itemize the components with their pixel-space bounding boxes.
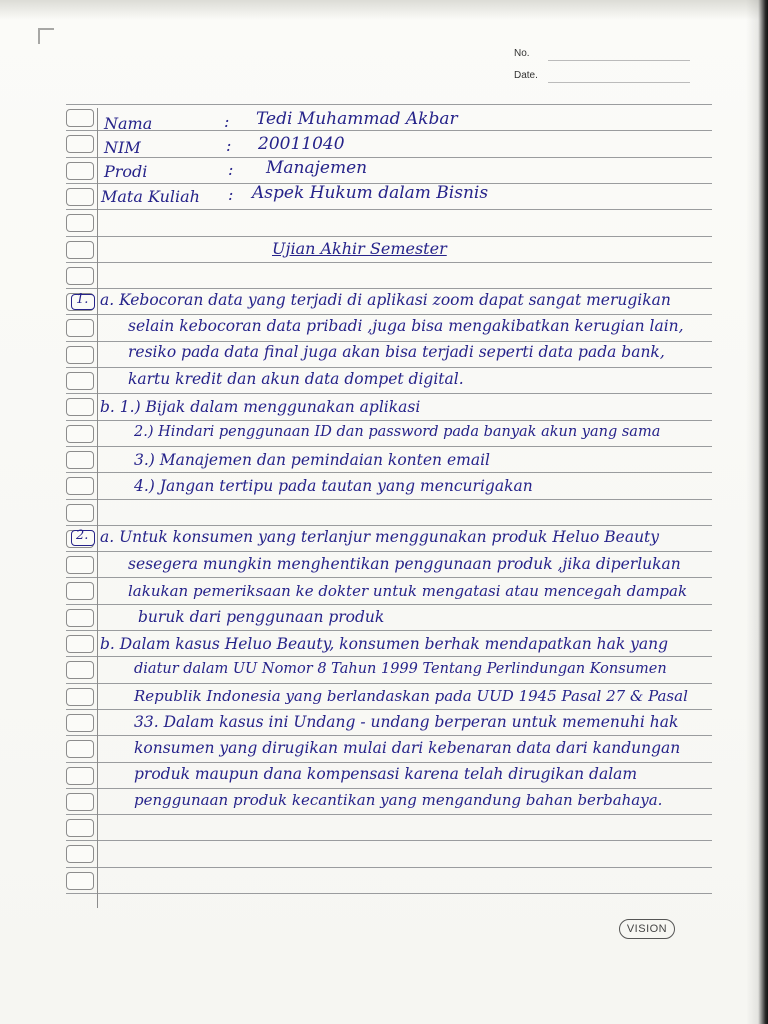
margin-checkbox [66,504,94,522]
mata-kuliah-label: Mata Kuliah [101,187,200,206]
ruled-line [66,236,712,237]
margin-checkbox [66,793,94,811]
margin-checkbox [66,372,94,390]
ruled-line [66,814,712,815]
margin-checkbox [66,872,94,890]
q2-b-line-3: Republik Indonesia yang berlandaskan pada UUD 1945 Pasal 27 & Pasal [134,687,688,705]
q1-a-line-3: resiko pada data final juga akan bisa terjadi seperti data pada bank, [128,343,665,361]
ruled-line [66,630,712,631]
ruled-line [66,341,712,342]
margin-checkbox [66,267,94,285]
q2-b-line-2: diatur dalam UU Nomor 8 Tahun 1999 Tentang Perlindungan Konsumen [134,661,667,677]
nim-value: 20011040 [258,134,345,154]
ruled-line [66,577,712,578]
nim-separator: : [226,136,232,155]
q2-b-line-6: produk maupun dana kompensasi karena telah dirugikan dalam [134,765,638,783]
nama-value: Tedi Muhammad Akbar [256,109,458,129]
ruled-line [66,157,712,158]
vision-brand-logo: VISION [619,919,675,939]
ruled-line [66,867,712,868]
no-line [548,60,690,61]
margin-checkbox [66,135,94,153]
corner-mark [38,28,54,44]
ruled-line [66,525,712,526]
margin-checkbox [66,477,94,495]
q2-a-line-2: sesegera mungkin menghentikan penggunaan produk ,jika diperlukan [128,555,681,573]
ruled-line [66,446,712,447]
q1-b-line-4: 4.) Jangan tertipu pada tautan yang mencurigakan [134,477,533,495]
margin-checkbox [66,714,94,732]
margin-checkbox [66,425,94,443]
ruled-line [66,840,712,841]
question-1-number-box [71,294,95,310]
no-label: No. [514,48,530,59]
margin-checkbox [66,188,94,206]
margin-checkbox [66,241,94,259]
q2-a-line-4: buruk dari penggunaan produk [138,608,385,626]
page-top-shade [0,0,768,20]
margin-rule [97,108,98,908]
ruled-line [66,762,712,763]
q1-a-line-2: selain kebocoran data pribadi ,juga bisa mengakibatkan kerugian lain, [128,317,684,335]
margin-checkbox [66,767,94,785]
ruled-line [66,604,712,605]
question-1-number: 1. [76,292,89,307]
ruled-line [66,472,712,473]
nama-separator: : [224,112,230,131]
ruled-line [66,209,712,210]
page-edge-shadow [746,0,768,1024]
ruled-line [66,104,712,105]
ruled-line [66,393,712,394]
margin-checkbox [66,556,94,574]
ruled-line [66,656,712,657]
ruled-line [66,499,712,500]
question-2-number-box [71,530,95,546]
q2-b-line-7: penggunaan produk kecantikan yang mengandung bahan berbahaya. [134,791,663,809]
ruled-line [66,893,712,894]
ruled-line [66,130,712,131]
ruled-line [66,551,712,552]
prodi-separator: : [228,160,234,179]
date-line [548,82,690,83]
margin-checkbox [66,346,94,364]
margin-checkbox [66,162,94,180]
margin-checkbox [66,451,94,469]
ruled-line [66,709,712,710]
date-label: Date. [514,70,538,81]
prodi-label: Prodi [104,162,148,181]
margin-checkbox [66,819,94,837]
ruled-line [66,367,712,368]
ruled-line [66,262,712,263]
margin-checkbox [66,740,94,758]
ruled-line [66,420,712,421]
margin-checkbox [66,109,94,127]
q1-a-line-4: kartu kredit dan akun data dompet digital. [128,370,464,388]
q2-b-line-4: 33. Dalam kasus ini Undang - undang berperan untuk memenuhi hak [134,713,679,731]
ruled-line [66,788,712,789]
q2-b-line-1: b. Dalam kasus Heluo Beauty, konsumen berhak mendapatkan hak yang [100,635,669,653]
margin-checkbox [66,398,94,416]
mata-kuliah-separator: : [228,185,234,204]
exam-title: Ujian Akhir Semester [272,239,447,258]
margin-checkbox [66,214,94,232]
ruled-line [66,288,712,289]
q1-b-line-1: b. 1.) Bijak dalam menggunakan aplikasi [100,398,421,416]
question-2-number: 2. [76,528,89,543]
margin-checkbox [66,609,94,627]
margin-checkbox [66,661,94,679]
margin-checkbox [66,688,94,706]
q1-a-line-1: a. Kebocoran data yang terjadi di aplikasi zoom dapat sangat merugikan [100,291,671,309]
ruled-line [66,683,712,684]
margin-checkbox [66,635,94,653]
margin-checkbox [66,582,94,600]
mata-kuliah-value: Aspek Hukum dalam Bisnis [252,183,489,203]
q2-b-line-5: konsumen yang dirugikan mulai dari kebenaran data dari kandungan [134,739,681,757]
q1-b-line-3: 3.) Manajemen dan pemindaian konten email [134,451,490,469]
q2-a-line-3: lakukan pemeriksaan ke dokter untuk mengatasi atau mencegah dampak [128,582,688,600]
prodi-value: Manajemen [266,158,368,178]
nama-label: Nama [104,114,153,133]
q2-a-line-1: a. Untuk konsumen yang terlanjur menggunakan produk Heluo Beauty [100,528,660,546]
nim-label: NIM [104,138,141,157]
margin-checkbox [66,319,94,337]
ruled-line [66,314,712,315]
q1-b-line-2: 2.) Hindari penggunaan ID dan password pada banyak akun yang sama [134,424,661,440]
ruled-line [66,735,712,736]
margin-checkbox [66,845,94,863]
